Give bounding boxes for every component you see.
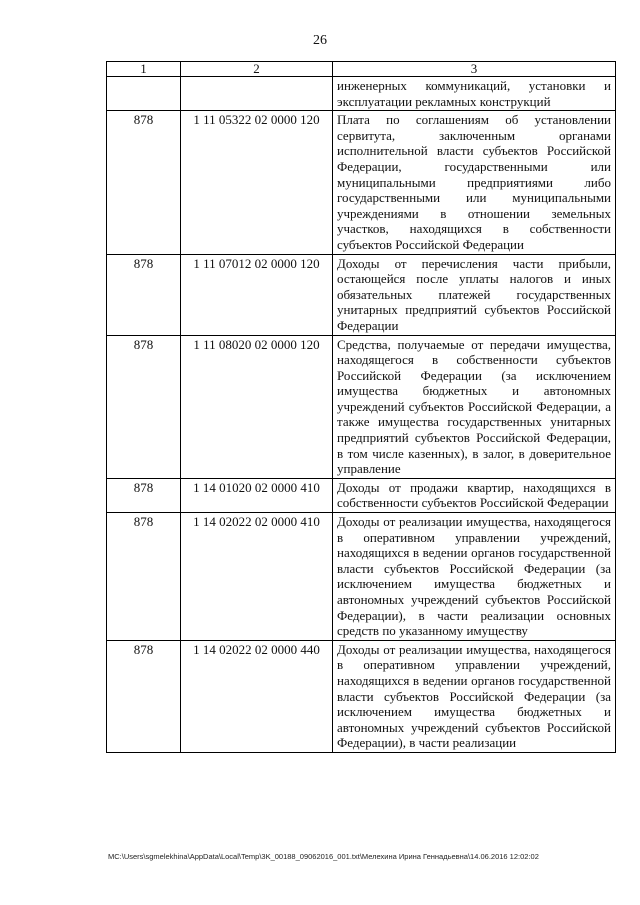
admin-cell: 878 xyxy=(107,478,181,512)
table-row xyxy=(107,478,616,512)
name-cell: Доходы от перечисления части прибыли, остающейся после уплаты налогов и иных обязательных платежей государственных унитарных предприятий субъектов Российской Федерации xyxy=(333,254,616,335)
admin-cell xyxy=(107,77,181,111)
admin-cell: 878 xyxy=(107,111,181,254)
name-cell: Плата по соглашениям об установлении сервитута, заключенным органами исполнительной власти субъектов Российской Федерации, государственными или муниципальными предприятиями либо государственными или муниципальными учреждениями в отношении земельных участков, находящихся в собственности субъектов Российской Федерации xyxy=(333,111,616,254)
name-cell: Доходы от реализации имущества, находящегося в оперативном управлении учреждений, находящихся в ведении органов государственной власти субъектов Российской Федерации (за исключением имущества бюджетных и автономных учреждений субъектов Российской Федерации), в части реализации основных средств по указанному имуществу xyxy=(333,513,616,641)
table-row-continuation xyxy=(107,77,616,111)
code-cell: 1 14 02022 02 0000 410 xyxy=(181,513,333,641)
code-cell: 1 11 08020 02 0000 120 xyxy=(181,335,333,478)
column-header-1: 1 xyxy=(107,62,181,77)
table-row xyxy=(107,640,616,752)
column-header-3: 3 xyxy=(333,62,616,77)
name-cell: Доходы от продажи квартир, находящихся в собственности субъектов Российской Федерации xyxy=(333,478,616,512)
admin-cell: 878 xyxy=(107,513,181,641)
admin-cell: 878 xyxy=(107,335,181,478)
table-row xyxy=(107,111,616,254)
footer-file-path: МС:\Users\sgmelekhina\AppData\Local\Temp\3K_00188_09062016_001.txt\Мелехина Ирина Геннадьевна\14.06.2016 12:02:02 xyxy=(108,852,539,861)
name-cell: Средства, получаемые от передачи имущества, находящегося в собственности субъектов Российской Федерации (за исключением имущества бюджетных и автономных учреждений субъектов Российской Федерации, а также имущества государственных унитарных предприятий субъектов Российской Федерации, в том числе казенных), в залог, в доверительное управление xyxy=(333,335,616,478)
admin-cell: 878 xyxy=(107,640,181,752)
table-row xyxy=(107,335,616,478)
code-cell: 1 14 01020 02 0000 410 xyxy=(181,478,333,512)
code-cell: 1 14 02022 02 0000 440 xyxy=(181,640,333,752)
code-cell: 1 11 07012 02 0000 120 xyxy=(181,254,333,335)
page-number: 26 xyxy=(313,33,327,48)
code-cell: 1 11 05322 02 0000 120 xyxy=(181,111,333,254)
column-header-2: 2 xyxy=(181,62,333,77)
code-cell xyxy=(181,77,333,111)
name-cell: Доходы от реализации имущества, находящегося в оперативном управлении учреждений, находящихся в ведении органов государственной власти субъектов Российской Федерации (за исключением имущества бюджетных и автономных учреждений субъектов Российской Федерации), в части реализации xyxy=(333,640,616,752)
table-row xyxy=(107,513,616,641)
table-header-row xyxy=(107,62,616,77)
table-row xyxy=(107,254,616,335)
revenue-codes-table xyxy=(106,61,616,753)
admin-cell: 878 xyxy=(107,254,181,335)
name-cell: инженерных коммуникаций, установки и эксплуатации рекламных конструкций xyxy=(333,77,616,111)
